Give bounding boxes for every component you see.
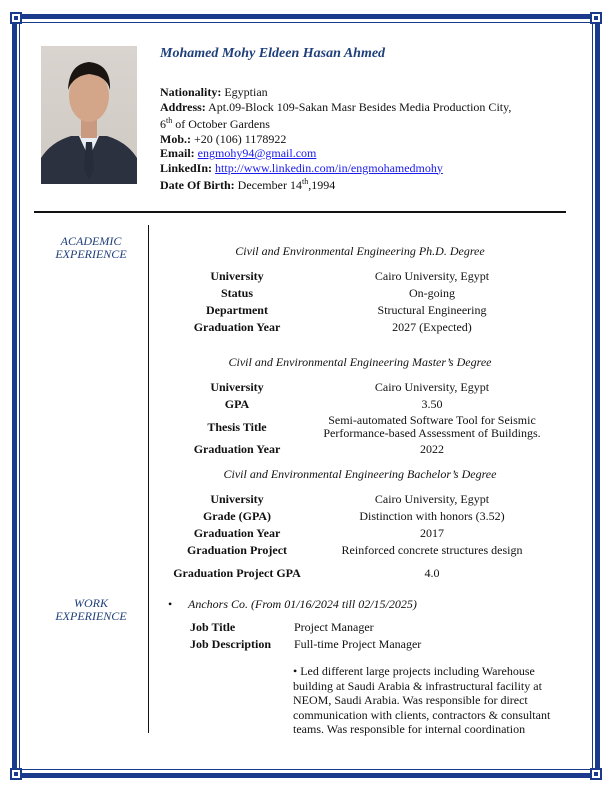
table-row xyxy=(172,441,562,458)
row-value: 4.0 xyxy=(424,565,440,580)
job-title-label: Job Title xyxy=(190,620,236,634)
border-corner-ornament xyxy=(590,768,602,780)
row-key: Graduation Year xyxy=(193,442,281,456)
row-key: Graduation Year xyxy=(193,526,281,540)
row-key: Thesis Title xyxy=(207,419,267,434)
row-value: 3.50 xyxy=(421,397,443,411)
row-value: Cairo University, Egypt xyxy=(374,269,490,283)
phd-details-table xyxy=(172,268,562,336)
table-row xyxy=(172,268,562,285)
job-description-value: Full-time Project Manager xyxy=(294,637,422,651)
row-key: GPA xyxy=(224,397,250,411)
linkedin-link[interactable]: http://www.linkedin.com/in/engmohamedmohy xyxy=(215,160,443,175)
row-value: Cairo University, Egypt xyxy=(374,380,490,394)
mobile-value: +20 (106) 1178922 xyxy=(194,131,287,146)
row-key: University xyxy=(210,269,264,283)
row-value: Structural Engineering xyxy=(377,303,487,317)
row-key: Grade (GPA) xyxy=(202,509,272,523)
row-value: Reinforced concrete structures design xyxy=(341,543,523,557)
header-divider xyxy=(34,211,566,213)
job-description-row xyxy=(190,637,421,652)
table-row xyxy=(172,525,562,542)
nationality-line xyxy=(160,85,511,100)
academic-label-line2: EXPERIENCE xyxy=(55,247,127,261)
table-row xyxy=(172,302,562,319)
table-row xyxy=(172,413,562,441)
row-value: 2022 xyxy=(420,442,444,456)
profile-photo xyxy=(41,46,137,184)
dob-value: December 14 xyxy=(237,178,302,192)
contact-info xyxy=(160,85,511,193)
row-key: Department xyxy=(206,303,268,317)
table-row xyxy=(172,396,562,413)
nationality-label: Nationality: xyxy=(160,85,222,99)
row-value: Distinction with honors (3.52) xyxy=(359,509,505,523)
work-entry xyxy=(168,597,417,612)
job-description-label: Job Description xyxy=(190,637,271,651)
email-link[interactable]: engmohy94@gmail.com xyxy=(197,146,317,160)
candidate-name: Mohamed Mohy Eldeen Hasan Ahmed xyxy=(160,46,386,61)
job-title-value: Project Manager xyxy=(294,620,374,634)
address-ordinal: 6 xyxy=(160,117,166,131)
border-corner-ornament xyxy=(10,12,22,24)
dob-ordinal-suffix: th xyxy=(301,177,309,186)
row-value: Cairo University, Egypt xyxy=(374,492,490,506)
bachelors-degree-title: Civil and Environmental Engineering Bachelor’s Degree xyxy=(223,467,497,481)
bullet-icon: • xyxy=(168,597,173,611)
masters-degree-title: Civil and Environmental Engineering Master’s Degree xyxy=(228,355,492,369)
address-value: Apt.09-Block 109-Sakan Masr Besides Media Production City, xyxy=(208,99,512,114)
row-value: 2027 (Expected) xyxy=(392,320,472,334)
email-line xyxy=(160,146,511,161)
mobile-label: Mob.: xyxy=(160,131,191,146)
masters-details-table xyxy=(172,379,562,458)
bachelors-details-table xyxy=(172,491,562,587)
linkedin-line xyxy=(160,161,511,176)
table-row xyxy=(172,491,562,508)
row-value: Semi-automated Software Tool for Seismic Performance-based Assessment of Buildings. xyxy=(323,413,541,440)
academic-label-line1: ACADEMIC xyxy=(60,234,122,248)
address-label: Address: xyxy=(160,99,206,114)
border-corner-ornament xyxy=(590,12,602,24)
job-details-paragraph: • Led different large projects including Warehouse building at Saudi Arabia & infrastructural facility at NEOM, Saudi Arabia. Was responsible for direct communication with clients, contractors & consultant teams. Was responsible for internal coordination xyxy=(293,664,551,736)
table-row xyxy=(172,285,562,302)
row-key: University xyxy=(210,380,264,394)
row-value: 2017 xyxy=(420,526,444,540)
company-line: Anchors Co. (From 01/16/2024 till 02/15/2025) xyxy=(188,597,417,611)
row-key: Graduation Project GPA xyxy=(173,565,301,580)
nationality-value: Egyptian xyxy=(224,85,268,99)
table-row xyxy=(172,559,562,587)
dob-year: ,1994 xyxy=(308,178,336,192)
table-row xyxy=(172,508,562,525)
mobile-line xyxy=(160,132,511,147)
linkedin-label: LinkedIn: xyxy=(160,160,213,175)
row-key: University xyxy=(210,492,264,506)
work-label-line2: EXPERIENCE xyxy=(55,609,127,623)
job-title-row xyxy=(190,620,374,635)
work-label-line1: WORK xyxy=(74,596,108,610)
section-divider xyxy=(148,225,149,733)
row-value: On-going xyxy=(409,286,455,300)
address-ordinal-suffix: th xyxy=(166,116,173,125)
work-experience-label xyxy=(40,597,142,623)
address-value-2: of October Gardens xyxy=(175,117,270,131)
address-line-2 xyxy=(160,114,511,132)
table-row xyxy=(172,542,562,559)
address-line xyxy=(160,100,511,115)
row-key: Graduation Project xyxy=(186,543,288,557)
academic-experience-label xyxy=(40,235,142,261)
phd-degree-title: Civil and Environmental Engineering Ph.D. Degree xyxy=(235,244,485,258)
row-key: Status xyxy=(220,286,253,300)
table-row xyxy=(172,379,562,396)
dob-label: Date Of Birth: xyxy=(160,178,235,192)
dob-line xyxy=(160,175,511,193)
row-key: Graduation Year xyxy=(193,320,281,334)
email-label: Email: xyxy=(160,146,195,160)
border-corner-ornament xyxy=(10,768,22,780)
table-row xyxy=(172,319,562,336)
